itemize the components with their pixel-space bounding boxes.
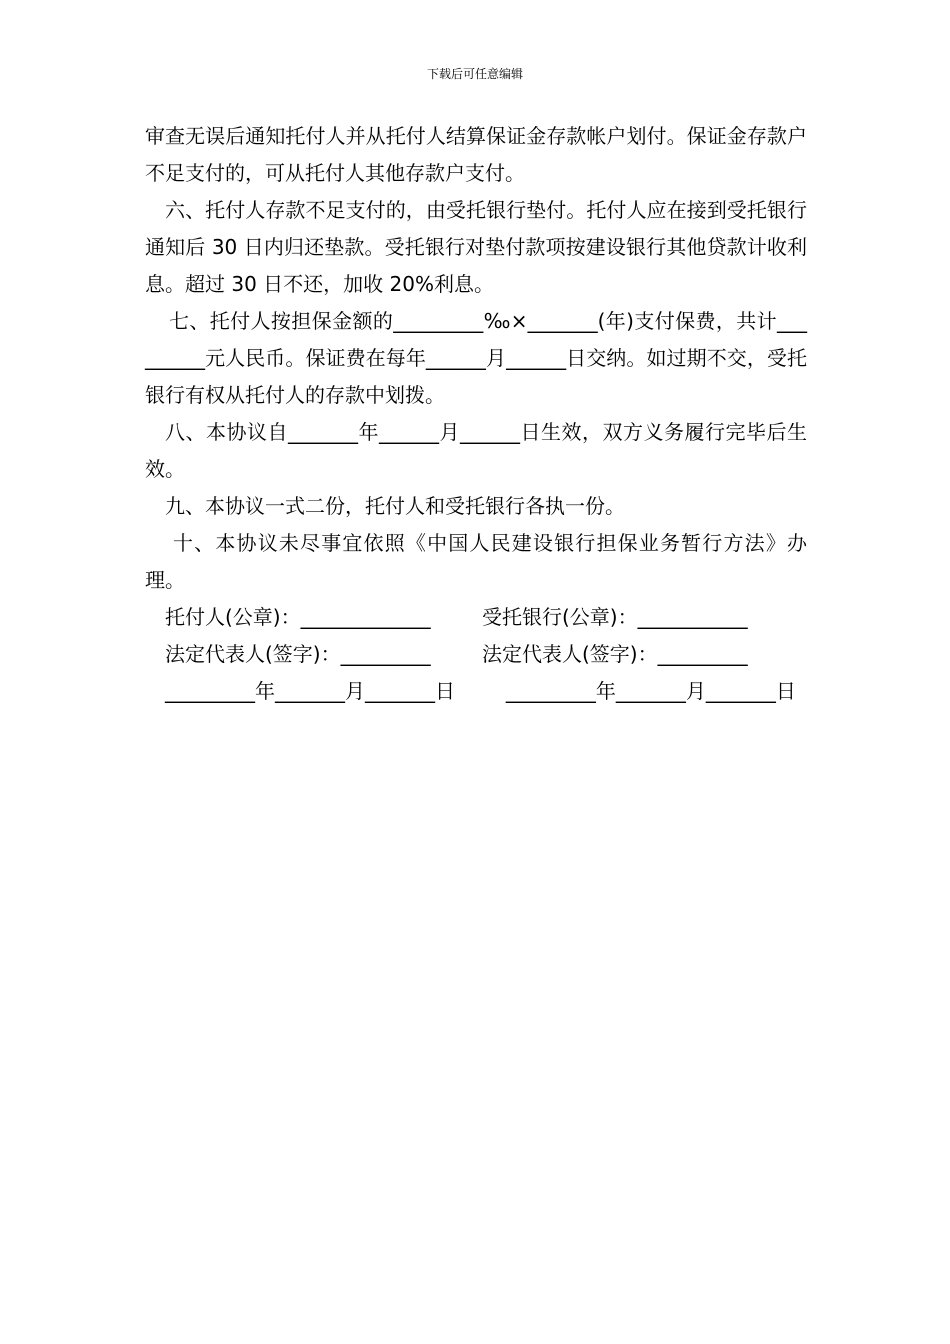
clause-7: 七、托付人按担保金额的_________‰×_______(年)支付保费，共计_________元人民币。保证费在每年______月______日交纳。如过期不交，受托银行有权从托付人的存款中划拨。 bbox=[145, 309, 807, 407]
signature-row-seal bbox=[145, 599, 807, 636]
bank-seal-line: 受托银行(公章)：___________ bbox=[482, 605, 748, 629]
principal-seal-line: 托付人(公章)：_____________ bbox=[165, 605, 431, 629]
clause-10: 十、本协议未尽事宜依照《中国人民建设银行担保业务暂行方法》办理。 bbox=[145, 531, 807, 592]
signature-date-line: _________年_______月_______日 _________年_______月_______日 bbox=[165, 679, 796, 703]
document-body bbox=[145, 118, 807, 710]
principal-representative-line: 法定代表人(签字)：_________ bbox=[165, 642, 431, 666]
clause-9: 九、本协议一式二份，托付人和受托银行各执一份。 bbox=[165, 494, 625, 518]
clause-8: 八、本协议自_______年______月______日生效，双方义务履行完毕后生效。 bbox=[145, 420, 807, 481]
page-header-note: 下载后可任意编辑 bbox=[426, 67, 523, 81]
signature-row-representative bbox=[145, 636, 807, 673]
clause-6: 六、托付人存款不足支付的，由受托银行垫付。托付人应在接到受托银行通知后 30 日内归还垫款。受托银行对垫付款项按建设银行其他贷款计收利息。超过 30 日不还，加收 20%利息。 bbox=[145, 198, 807, 296]
paragraph-continuation: 审查无误后通知托付人并从托付人结算保证金存款帐户划付。保证金存款户不足支付的，可从托付人其他存款户支付。 bbox=[145, 124, 807, 185]
bank-representative-line: 法定代表人(签字)：_________ bbox=[482, 642, 748, 666]
